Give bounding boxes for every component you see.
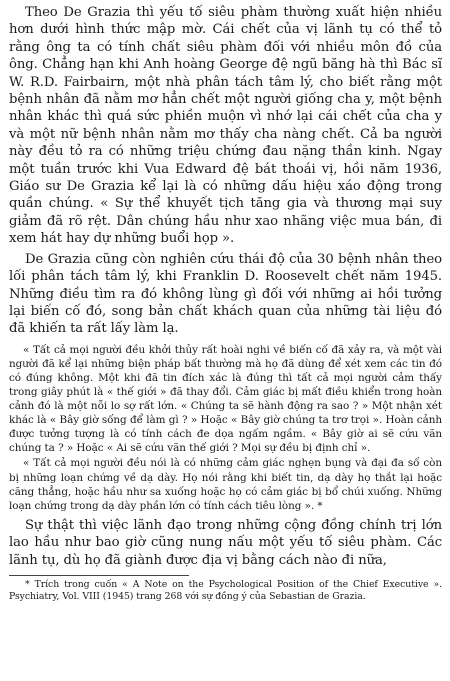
body-paragraph: De Grazia cũng còn nghiên cứu thái độ của 30 bệnh nhân theo lối phân tách tâm lý, khi Franklin D. Roosevelt chết năm 1945. Những điều tìm ra đó không lùng gì đối với những ai hồi tưởng lại biến cố đó, song bản chất khách quan của những tài liệu đó đã khiến ta rất lấy làm lạ.: [9, 251, 442, 337]
quotation-paragraph: « Tất cả mọi người đều khởi thủy rất hoài nghi về biến cố đã xảy ra, và một vài người đã kể lại những biện pháp bất thường mà họ đã dùng để xét xem các tin đó có đúng không. Một khi đã tin đích xác là đúng thì tất cả mọi người cảm thấy trong giây phút là « thế giới » đã thay đổi. Cảm giác bị mất điều khiển trong hoàn cảnh đó là một nỗi lo sợ rất lớn. « Chúng ta sẽ hành động ra sao ? » Một nhận xét khác là « Bây giờ sống để làm gì ? » Hoặc « Bây giờ chúng ta trơ trọi ». Hoàn cảnh được tưởng tượng là có tính cách đe dọa ngấm ngầm. « Bây giờ ai sẽ cứu vãn chúng ta ? » Hoặc « Ai sẽ cứu vãn thế giới ? Mọi sự đều bị định chỉ ».: [9, 343, 442, 455]
footnote-divider: [9, 575, 189, 576]
body-paragraph: Theo De Grazia thì yếu tố siêu phàm thường xuất hiện nhiều hơn dưới hình thức mập mờ. Cái chết của vị lãnh tụ có thể tỏ rằng ông ta có tính chất siêu phàm đối với nhiều môn đồ của ông. Chẳng hạn khi Anh hoàng George đệ ngũ băng hà thì Bác sĩ W. R.D. Fairbairn, một nhà phân tách tâm lý, cho biết rằng một bệnh nhân đã nằm mơ hẳn chết một người giống cha y, một bệnh nhân khác thì quá sức phiền muộn vì nhớ lại cái chết của cha y và một nữ bệnh nhân nằm mơ thấy cha nàng chết. Cả ba người này đều tỏ ra có những triệu chứng đau nặng thần kinh. Ngay một tuần trước khi Vua Edward đệ bát thoái vị, hồi năm 1936, Giáo sư De Grazia kể lại là có những dấu hiệu xáo động trong quần chúng. « Sự thể khuyết tịch tăng gia và thương mại suy giảm đã rõ rệt. Dân chúng hầu như xao nhãng việc mua bán, đi xem hát hay dự những buổi họp ».: [9, 5, 442, 247]
quotation-paragraph: « Tất cả mọi người đều nói là có những cảm giác nghẹn bụng và đại đa số còn bị những loạn chứng về dạ dày. Họ nói rằng khi biết tin, dạ dày họ thắt lại hoặc căng thẳng, hoặc hầu như sa xuống hoặc họ có cảm giác bị bổ chúi xuống. Những loạn chứng trong dạ dày phần lớn có tính cách tiêu lòng ». *: [9, 457, 442, 512]
body-paragraph: Sự thật thì việc lãnh đạo trong những cộng đồng chính trị lớn lao hầu như bao giờ cũng nung nấu một yếu tố siêu phàm. Các lãnh tụ, dù họ đã giành được địa vị bằng cách nào đi nữa,: [9, 517, 442, 568]
footnote: * Trích trong cuốn « A Note on the Psychological Position of the Chief Executive ». Psychiatry, Vol. VIII (1945) trang 268 với sự đồng ý của Sebastian de Grazia.: [9, 579, 442, 603]
quotation-block: [9, 343, 442, 513]
